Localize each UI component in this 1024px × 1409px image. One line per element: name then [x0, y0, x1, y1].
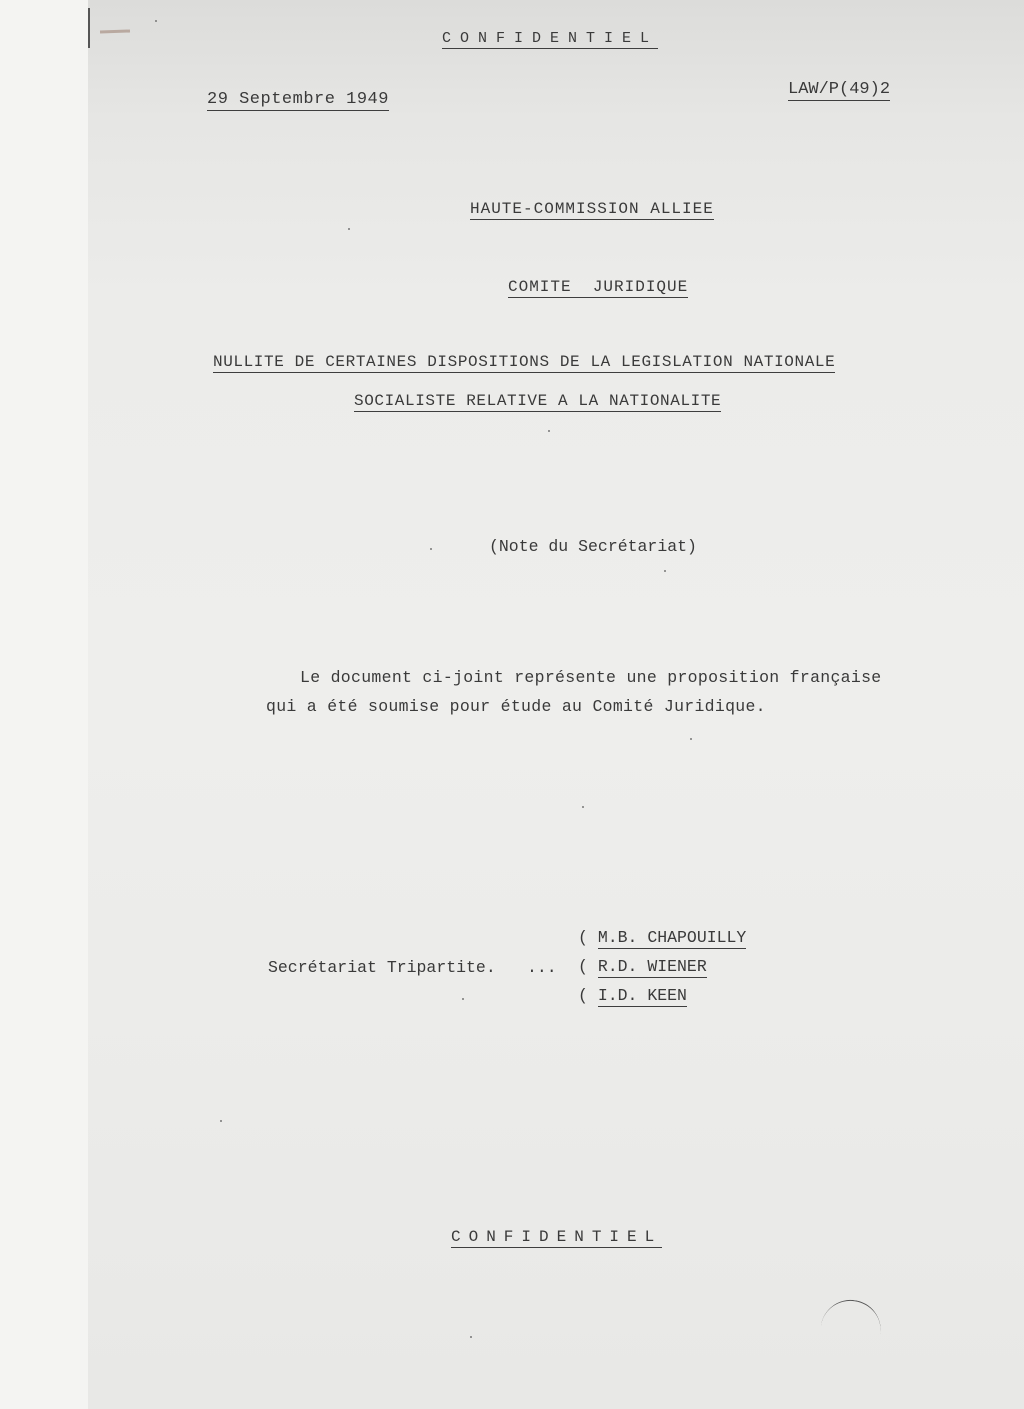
speck [220, 1120, 222, 1122]
secretariat-note: (Note du Secrétariat) [489, 537, 697, 556]
speck [430, 548, 432, 550]
signatory-3: ( I.D. KEEN [578, 986, 687, 1005]
signatory-name: M.B. CHAPOUILLY [597, 928, 747, 947]
speck [690, 738, 692, 740]
organization-heading: HAUTE-COMMISSION ALLIEE [470, 200, 714, 218]
signature-dots: ... [527, 958, 557, 977]
signatory-name: I.D. KEEN [597, 986, 687, 1005]
signatory-1: ( M.B. CHAPOUILLY [578, 928, 747, 947]
page-edge [88, 8, 90, 48]
title-line-1: NULLITE DE CERTAINES DISPOSITIONS DE LA LEGISLATION NATIONALE [213, 353, 836, 371]
confidential-top: CONFIDENTIEL [442, 30, 659, 47]
speck [664, 570, 666, 572]
signatory-name: R.D. WIENER [597, 957, 707, 976]
confidential-bottom: CONFIDENTIEL [451, 1228, 663, 1246]
body-line-2: qui a été soumise pour étude au Comité Juridique. [266, 697, 766, 716]
speck [470, 1336, 472, 1338]
speck [548, 430, 550, 432]
title-line-2: SOCIALISTE RELATIVE A LA NATIONALITE [354, 392, 722, 410]
speck [462, 998, 464, 1000]
document-reference: LAW/P(49)2 [788, 80, 891, 99]
signature-label: Secrétariat Tripartite. [268, 958, 496, 977]
body-line-1: Le document ci-joint représente une proposition française [300, 668, 882, 687]
signatory-2: ( R.D. WIENER [578, 957, 707, 976]
document-date: 29 Septembre 1949 [207, 90, 389, 109]
speck [348, 228, 350, 230]
committee-heading: COMITE JURIDIQUE [508, 278, 689, 296]
speck [155, 20, 157, 22]
speck [582, 806, 584, 808]
